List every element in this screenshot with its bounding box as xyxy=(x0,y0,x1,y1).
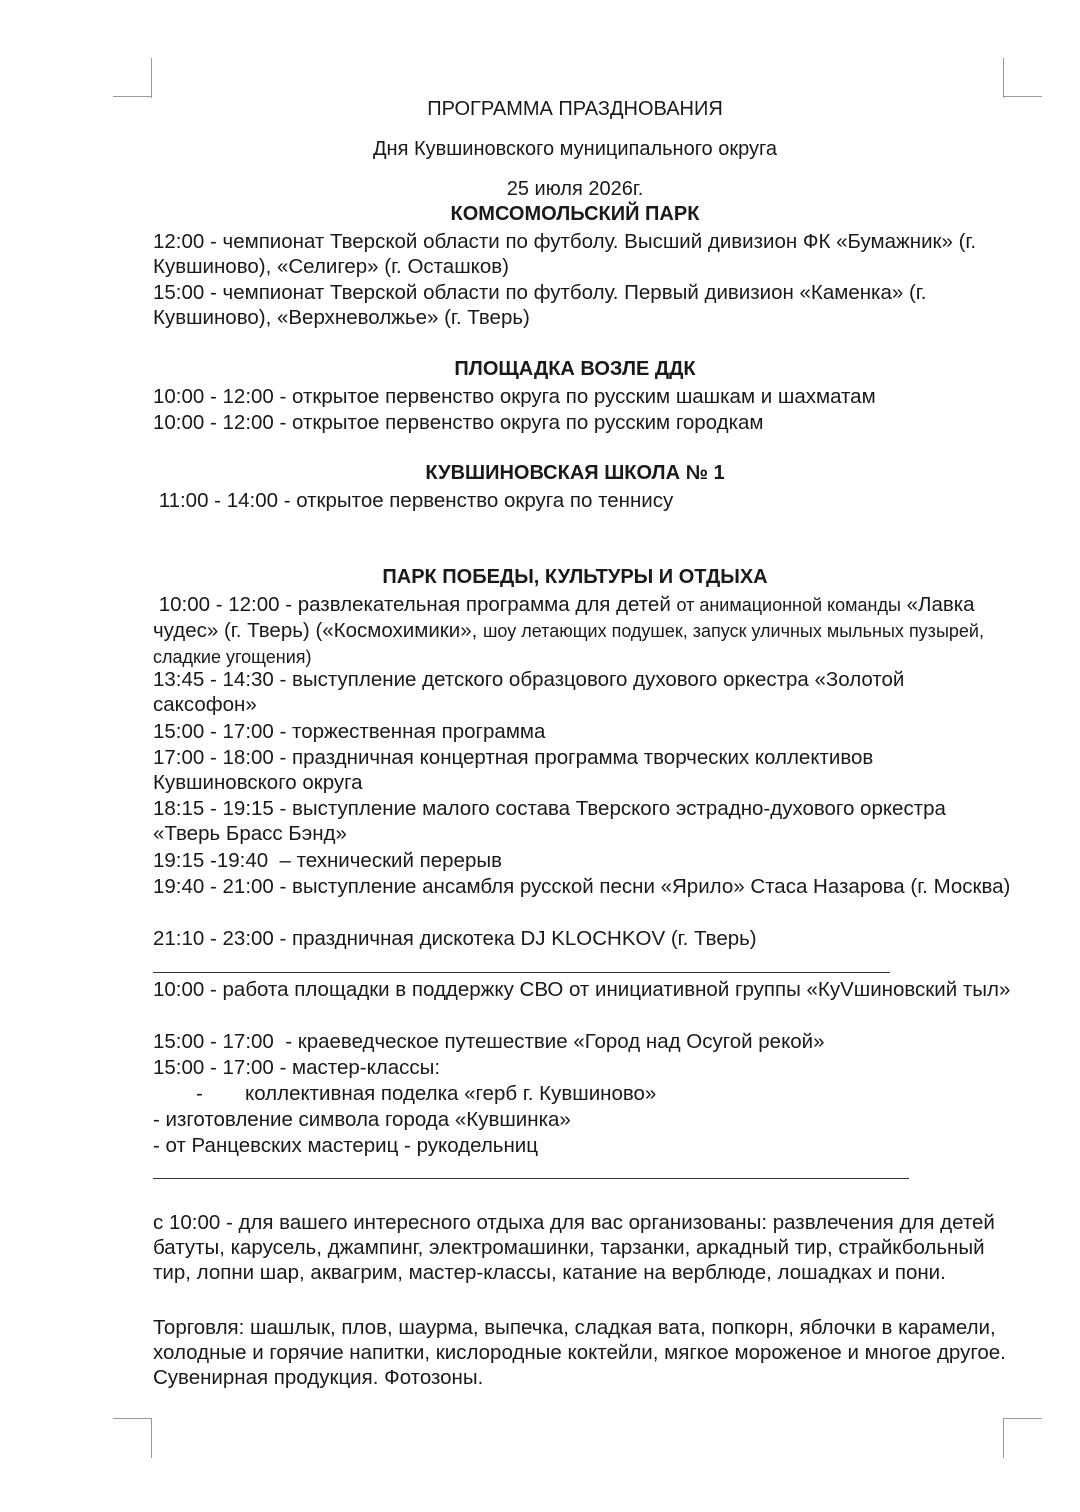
document-title: ПРОГРАММА ПРАЗДНОВАНИЯ xyxy=(427,98,723,120)
dash-item: - от Ранцевских мастериц - рукодельниц xyxy=(153,1134,538,1157)
section-heading-victory-park: ПАРК ПОБЕДЫ, КУЛЬТУРЫ И ОТДЫХА xyxy=(382,566,768,588)
crop-mark xyxy=(1004,1418,1042,1419)
schedule-item: 18:15 - 19:15 - выступление малого состава Тверского эстрадно-духового оркестра «Тверь Брасс Бэнд» xyxy=(153,797,946,845)
schedule-item: 15:00 - 17:00 - мастер-классы: xyxy=(153,1056,441,1079)
section-heading-komsomolsky-park: КОМСОМОЛЬСКИЙ ПАРК xyxy=(450,203,700,225)
item-text: 10:00 - 12:00 - развлекательная программа для детей xyxy=(153,593,677,616)
schedule-item: 12:00 - чемпионат Тверской области по футболу. Высший дивизион ФК «Бумажник» (г. Кувшиново), «Селигер» (г. Осташков) xyxy=(153,230,977,278)
schedule-item: 15:00 - 17:00 - торжественная программа xyxy=(153,720,546,743)
schedule-item xyxy=(153,592,1013,670)
schedule-item: 10:00 - 12:00 - открытое первенство округа по русским шашкам и шахматам xyxy=(153,385,876,408)
dash-item: - изготовление символа города «Кувшинка» xyxy=(153,1108,571,1131)
schedule-item: 13:45 - 14:30 - выступление детского образцового духового оркестра «Золотой саксофон» xyxy=(153,668,905,716)
schedule-item: 11:00 - 14:00 - открытое первенство округа по теннису xyxy=(153,489,674,512)
schedule-item: 15:00 - чемпионат Тверской области по футболу. Первый дивизион «Каменка» (г. Кувшиново), «Верхневолжье» (г. Тверь) xyxy=(153,281,927,329)
trade-paragraph: Торговля: шашлык, плов, шаурма, выпечка, сладкая вата, попкорн, яблочки в карамели, холодные и горячие напитки, кислородные коктейли, мягкое мороженое и многое другое. Сувенирная продукция. Фотозоны. xyxy=(153,1316,1006,1389)
schedule-item: 15:00 - 17:00 - краеведческое путешествие «Город над Осугой рекой» xyxy=(153,1030,825,1053)
crop-mark xyxy=(1004,96,1042,97)
bullet-text: коллективная поделка «герб г. Кувшиново» xyxy=(245,1082,657,1105)
section-heading-ddk: ПЛОЩАДКА ВОЗЛЕ ДДК xyxy=(454,358,696,380)
document-subtitle: Дня Кувшиновского муниципального округа xyxy=(373,138,777,160)
crop-mark xyxy=(1003,58,1004,98)
schedule-item: 17:00 - 18:00 - праздничная концертная программа творческих коллективов Кувшиновского округа xyxy=(153,746,874,794)
section-heading-school: КУВШИНОВСКАЯ ШКОЛА № 1 xyxy=(425,462,725,484)
item-text-small: шоу летающих подушек, запуск уличных мыльных пузырей, сладкие угощения) xyxy=(153,621,984,667)
document-date: 25 июля 2026г. xyxy=(506,178,644,200)
schedule-item: 19:15 -19:40 – технический перерыв xyxy=(153,849,502,872)
schedule-item: 10:00 - работа площадки в поддержку СВО от инициативной группы «КуVшиновский тыл» xyxy=(153,978,1011,1001)
crop-mark xyxy=(113,96,151,97)
activities-paragraph: с 10:00 - для вашего интересного отдыха для вас организованы: развлечения для детей батуты, карусель, джампинг, электромашинки, тарзанки, аркадный тир, страйкбольный тир, лопни шар, аквагрим, мастер-классы, катание на верблюде, лошадках и пони. xyxy=(153,1211,995,1284)
crop-mark xyxy=(1003,1418,1004,1458)
schedule-item: 21:10 - 23:00 - праздничная дискотека DJ KLOCHKOV (г. Тверь) xyxy=(153,927,757,950)
item-text-small: от анимационной команды xyxy=(676,595,901,615)
schedule-item: 19:40 - 21:00 - выступление ансамбля русской песни «Ярило» Стаса Назарова (г. Москва) xyxy=(153,875,1011,898)
crop-mark xyxy=(113,1418,151,1419)
schedule-item: 10:00 - 12:00 - открытое первенство округа по русским городкам xyxy=(153,411,764,434)
bullet-dash: - xyxy=(196,1082,203,1105)
divider-line xyxy=(153,1178,909,1179)
crop-mark xyxy=(151,1418,152,1458)
crop-mark xyxy=(151,58,152,98)
divider-line xyxy=(153,972,890,973)
item-text: «Лавка чудес» (г. Тверь) («Космохимики», xyxy=(153,593,981,642)
